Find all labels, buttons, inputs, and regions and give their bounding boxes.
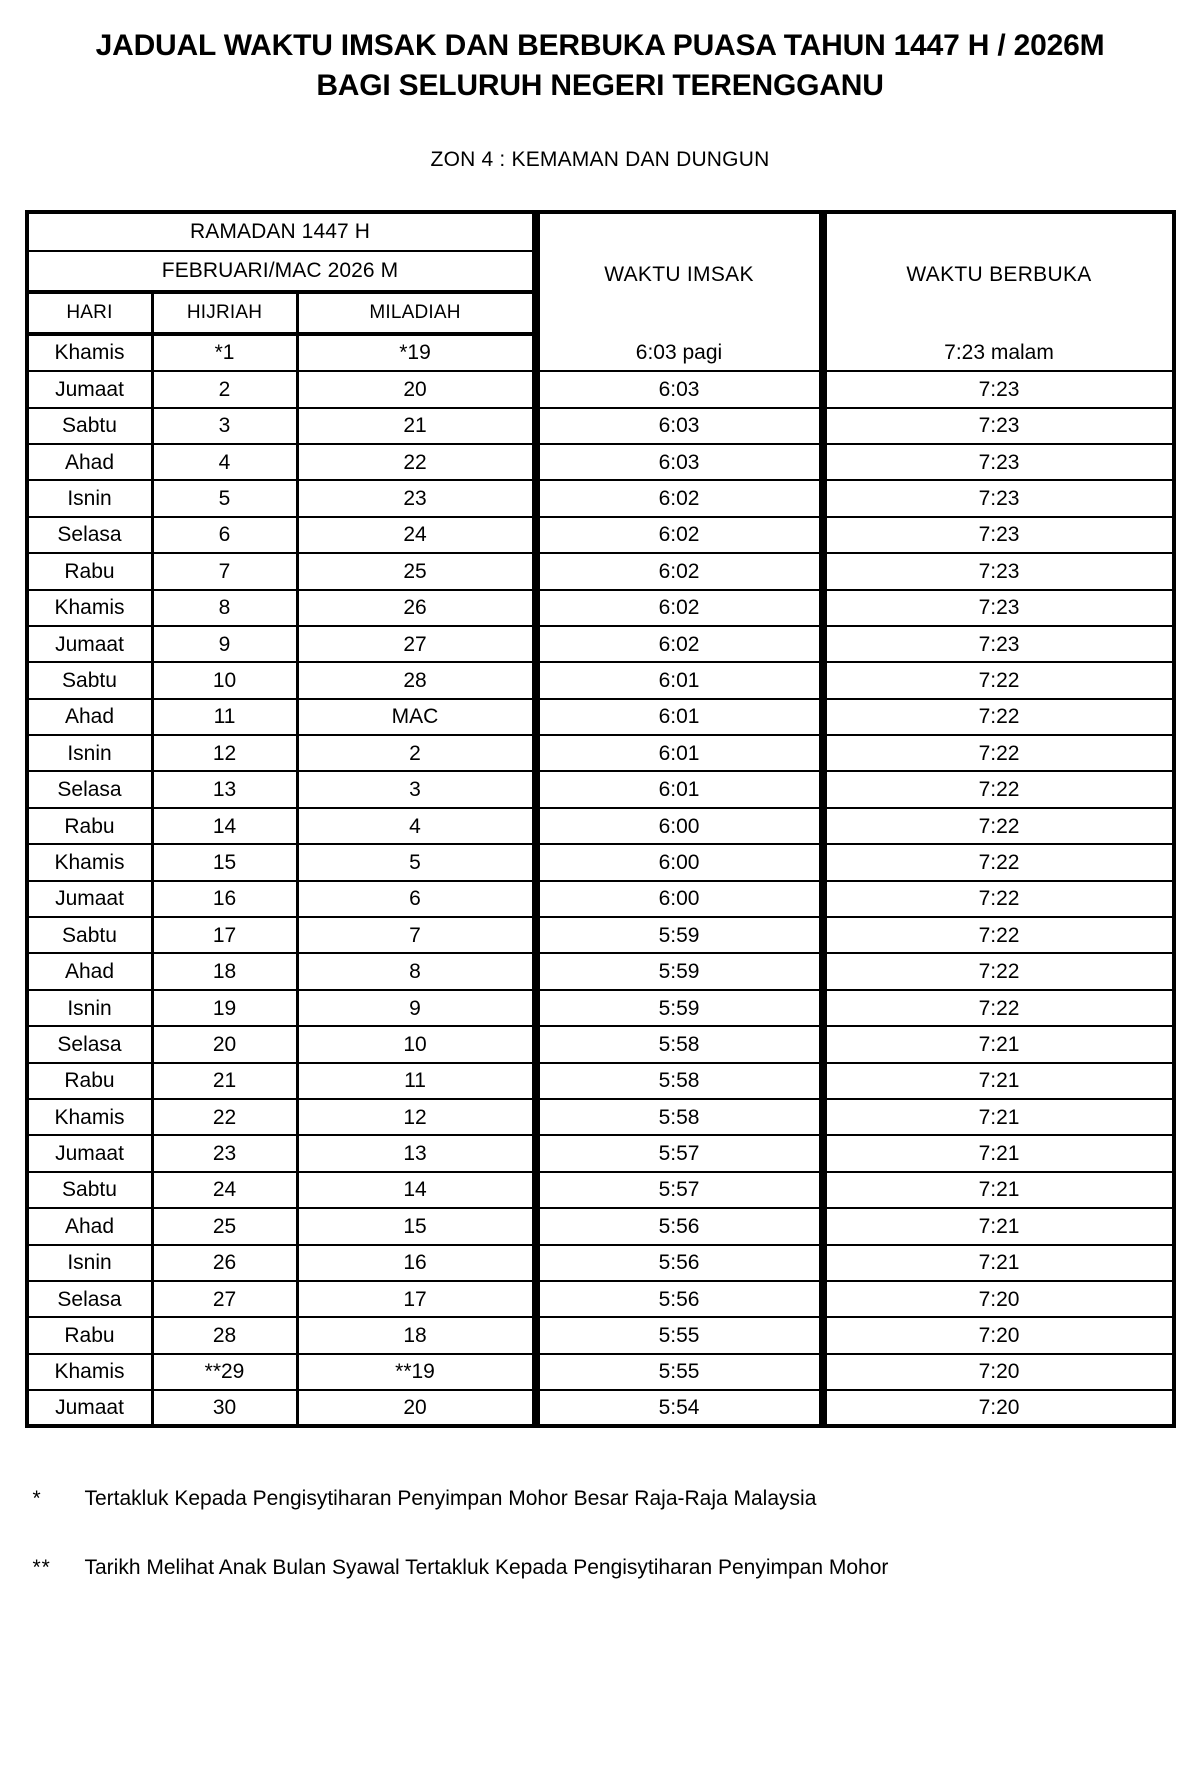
cell-miladiah: 27 — [299, 627, 536, 663]
cell-hijriah: 10 — [154, 663, 299, 699]
table-row — [25, 1027, 1176, 1063]
cell-imsak: 6:03 — [536, 409, 823, 445]
cell-hari: Rabu — [25, 1064, 154, 1100]
cell-hari: Selasa — [25, 772, 154, 808]
cell-berbuka: 7:23 — [823, 518, 1176, 554]
cell-miladiah: 20 — [299, 1391, 536, 1427]
cell-hari: Sabtu — [25, 918, 154, 954]
table-row — [25, 663, 1176, 699]
table-row — [25, 554, 1176, 590]
cell-berbuka: 7:21 — [823, 1209, 1176, 1245]
cell-miladiah: 12 — [299, 1100, 536, 1136]
cell-hijriah: 11 — [154, 700, 299, 736]
cell-miladiah: 11 — [299, 1064, 536, 1100]
cell-berbuka: 7:22 — [823, 918, 1176, 954]
cell-hari: Khamis — [25, 591, 154, 627]
cell-hari: Selasa — [25, 518, 154, 554]
cell-berbuka: 7:23 — [823, 627, 1176, 663]
cell-hari: Jumaat — [25, 372, 154, 408]
table-row — [25, 481, 1176, 517]
table-row — [25, 918, 1176, 954]
cell-hijriah: 28 — [154, 1318, 299, 1354]
cell-hijriah: 6 — [154, 518, 299, 554]
zone-subtitle: ZON 4 : KEMAMAN DAN DUNGUN — [430, 147, 770, 171]
table-row — [25, 1100, 1176, 1136]
cell-hijriah: 23 — [154, 1136, 299, 1172]
cell-hijriah: 24 — [154, 1173, 299, 1209]
cell-hari: Khamis — [25, 336, 154, 372]
cell-hijriah: 9 — [154, 627, 299, 663]
cell-miladiah: 7 — [299, 918, 536, 954]
cell-hari: Jumaat — [25, 882, 154, 918]
cell-hijriah: 5 — [154, 481, 299, 517]
cell-miladiah: 25 — [299, 554, 536, 590]
cell-miladiah: 14 — [299, 1173, 536, 1209]
table-row — [25, 845, 1176, 881]
cell-hari: Jumaat — [25, 627, 154, 663]
table-row — [25, 627, 1176, 663]
footnote-text: Tarikh Melihat Anak Bulan Syawal Tertakluk Kepada Pengisytiharan Penyimpan Mohor — [84, 1555, 889, 1579]
header-ramadan-group: RAMADAN 1447 H — [25, 210, 536, 252]
cell-imsak: 5:58 — [536, 1027, 823, 1063]
footnote-marker: ** — [32, 1555, 51, 1579]
table-row — [25, 1136, 1176, 1172]
cell-imsak: 6:01 — [536, 663, 823, 699]
cell-berbuka: 7:22 — [823, 663, 1176, 699]
footnote-marker: * — [32, 1486, 42, 1510]
cell-miladiah: 5 — [299, 845, 536, 881]
cell-hijriah: 15 — [154, 845, 299, 881]
cell-berbuka: 7:21 — [823, 1246, 1176, 1282]
table-row — [25, 1064, 1176, 1100]
cell-berbuka: 7:22 — [823, 772, 1176, 808]
timetable-container — [25, 210, 1176, 1428]
cell-berbuka: 7:21 — [823, 1027, 1176, 1063]
cell-miladiah: 17 — [299, 1282, 536, 1318]
cell-hari: Khamis — [25, 845, 154, 881]
cell-miladiah: 26 — [299, 591, 536, 627]
cell-hijriah: 21 — [154, 1064, 299, 1100]
cell-berbuka: 7:21 — [823, 1064, 1176, 1100]
cell-miladiah: 6 — [299, 882, 536, 918]
cell-imsak: 6:00 — [536, 882, 823, 918]
cell-imsak: 5:57 — [536, 1136, 823, 1172]
cell-imsak: 5:57 — [536, 1173, 823, 1209]
cell-miladiah: 4 — [299, 809, 536, 845]
cell-berbuka: 7:23 — [823, 445, 1176, 481]
cell-imsak: 6:02 — [536, 627, 823, 663]
cell-imsak: 5:56 — [536, 1246, 823, 1282]
table-row — [25, 445, 1176, 481]
footnote — [33, 1486, 1176, 1511]
cell-hijriah: 4 — [154, 445, 299, 481]
cell-hari: Ahad — [25, 700, 154, 736]
cell-imsak: 6:02 — [536, 518, 823, 554]
table-row — [25, 1173, 1176, 1209]
cell-imsak: 6:01 — [536, 772, 823, 808]
cell-berbuka: 7:22 — [823, 736, 1176, 772]
cell-berbuka: 7:23 malam — [823, 336, 1176, 372]
cell-berbuka: 7:21 — [823, 1100, 1176, 1136]
cell-miladiah: 16 — [299, 1246, 536, 1282]
table-body — [25, 336, 1176, 1428]
cell-miladiah: 28 — [299, 663, 536, 699]
cell-imsak: 5:59 — [536, 918, 823, 954]
cell-imsak: 5:59 — [536, 954, 823, 990]
page-title — [0, 0, 1200, 106]
cell-hari: Rabu — [25, 1318, 154, 1354]
cell-hijriah: 19 — [154, 991, 299, 1027]
cell-hijriah: 13 — [154, 772, 299, 808]
cell-berbuka: 7:22 — [823, 809, 1176, 845]
cell-hijriah: 20 — [154, 1027, 299, 1063]
cell-berbuka: 7:22 — [823, 845, 1176, 881]
cell-hijriah: 18 — [154, 954, 299, 990]
cell-miladiah: 23 — [299, 481, 536, 517]
cell-miladiah: 2 — [299, 736, 536, 772]
cell-hari: Selasa — [25, 1282, 154, 1318]
cell-hari: Sabtu — [25, 409, 154, 445]
table-row — [25, 1209, 1176, 1245]
cell-berbuka: 7:23 — [823, 409, 1176, 445]
table-row — [25, 1246, 1176, 1282]
cell-hijriah: *1 — [154, 336, 299, 372]
cell-imsak: 5:58 — [536, 1064, 823, 1100]
table-row — [25, 518, 1176, 554]
table-row — [25, 772, 1176, 808]
cell-imsak: 5:54 — [536, 1391, 823, 1427]
footnotes — [25, 1486, 1176, 1580]
cell-hari: Isnin — [25, 736, 154, 772]
header-hari: HARI — [25, 294, 154, 336]
cell-miladiah: **19 — [299, 1355, 536, 1391]
cell-imsak: 6:00 — [536, 809, 823, 845]
cell-hijriah: 14 — [154, 809, 299, 845]
cell-hari: Selasa — [25, 1027, 154, 1063]
cell-hijriah: 30 — [154, 1391, 299, 1427]
cell-hijriah: 26 — [154, 1246, 299, 1282]
footnote — [33, 1555, 1176, 1580]
cell-berbuka: 7:22 — [823, 882, 1176, 918]
cell-miladiah: 3 — [299, 772, 536, 808]
table-row — [25, 736, 1176, 772]
cell-hari: Ahad — [25, 954, 154, 990]
cell-berbuka: 7:20 — [823, 1391, 1176, 1427]
cell-imsak: 6:00 — [536, 845, 823, 881]
cell-imsak: 5:55 — [536, 1355, 823, 1391]
cell-hari: Khamis — [25, 1100, 154, 1136]
table-row — [25, 1318, 1176, 1354]
table-row — [25, 700, 1176, 736]
cell-hijriah: 22 — [154, 1100, 299, 1136]
header-waktu-berbuka: WAKTU BERBUKA — [823, 210, 1176, 336]
cell-hijriah: 17 — [154, 918, 299, 954]
table-row — [25, 336, 1176, 372]
title-line-2: BAGI SELURUH NEGERI TERENGGANU — [316, 68, 884, 102]
cell-hijriah: 2 — [154, 372, 299, 408]
cell-imsak: 5:59 — [536, 991, 823, 1027]
cell-miladiah: 13 — [299, 1136, 536, 1172]
cell-hari: Isnin — [25, 481, 154, 517]
cell-miladiah: *19 — [299, 336, 536, 372]
header-row-group-hijri — [25, 210, 1176, 252]
cell-berbuka: 7:23 — [823, 481, 1176, 517]
cell-hijriah: 25 — [154, 1209, 299, 1245]
cell-berbuka: 7:23 — [823, 591, 1176, 627]
table-row — [25, 809, 1176, 845]
cell-hari: Jumaat — [25, 1391, 154, 1427]
cell-hijriah: 12 — [154, 736, 299, 772]
cell-imsak: 6:01 — [536, 736, 823, 772]
cell-imsak: 6:02 — [536, 591, 823, 627]
table-row — [25, 372, 1176, 408]
cell-berbuka: 7:23 — [823, 372, 1176, 408]
cell-miladiah: 20 — [299, 372, 536, 408]
header-februari-mac-group: FEBRUARI/MAC 2026 M — [25, 252, 536, 294]
header-miladiah: MILADIAH — [299, 294, 536, 336]
cell-hari: Isnin — [25, 1246, 154, 1282]
cell-hari: Ahad — [25, 445, 154, 481]
table-header — [25, 210, 1176, 336]
cell-miladiah: 18 — [299, 1318, 536, 1354]
cell-miladiah: 21 — [299, 409, 536, 445]
cell-imsak: 6:03 — [536, 445, 823, 481]
cell-hijriah: 8 — [154, 591, 299, 627]
cell-berbuka: 7:22 — [823, 954, 1176, 990]
cell-imsak: 5:58 — [536, 1100, 823, 1136]
cell-miladiah: 8 — [299, 954, 536, 990]
cell-miladiah: 10 — [299, 1027, 536, 1063]
cell-imsak: 6:03 pagi — [536, 336, 823, 372]
table-row — [25, 591, 1176, 627]
cell-imsak: 5:55 — [536, 1318, 823, 1354]
cell-imsak: 6:03 — [536, 372, 823, 408]
cell-berbuka: 7:20 — [823, 1355, 1176, 1391]
table-row — [25, 991, 1176, 1027]
cell-miladiah: 22 — [299, 445, 536, 481]
cell-hijriah: 7 — [154, 554, 299, 590]
table-row — [25, 1282, 1176, 1318]
cell-imsak: 5:56 — [536, 1209, 823, 1245]
cell-imsak: 6:02 — [536, 554, 823, 590]
cell-berbuka: 7:20 — [823, 1318, 1176, 1354]
cell-imsak: 6:02 — [536, 481, 823, 517]
cell-berbuka: 7:23 — [823, 554, 1176, 590]
footnote-text: Tertakluk Kepada Pengisytiharan Penyimpan Mohor Besar Raja-Raja Malaysia — [84, 1486, 817, 1510]
cell-hijriah: 27 — [154, 1282, 299, 1318]
cell-hari: Ahad — [25, 1209, 154, 1245]
header-waktu-imsak: WAKTU IMSAK — [536, 210, 823, 336]
cell-berbuka: 7:20 — [823, 1282, 1176, 1318]
cell-imsak: 5:56 — [536, 1282, 823, 1318]
table-row — [25, 1391, 1176, 1427]
table-row — [25, 882, 1176, 918]
cell-miladiah: 24 — [299, 518, 536, 554]
cell-berbuka: 7:22 — [823, 991, 1176, 1027]
table-row — [25, 954, 1176, 990]
cell-hijriah: 3 — [154, 409, 299, 445]
cell-miladiah: 15 — [299, 1209, 536, 1245]
cell-hari: Rabu — [25, 554, 154, 590]
cell-hari: Sabtu — [25, 1173, 154, 1209]
cell-hari: Rabu — [25, 809, 154, 845]
table-row — [25, 1355, 1176, 1391]
cell-berbuka: 7:21 — [823, 1136, 1176, 1172]
cell-hijriah: **29 — [154, 1355, 299, 1391]
table-row — [25, 409, 1176, 445]
cell-berbuka: 7:22 — [823, 700, 1176, 736]
cell-miladiah: MAC — [299, 700, 536, 736]
title-line-1: JADUAL WAKTU IMSAK DAN BERBUKA PUASA TAHUN 1447 H / 2026M — [95, 29, 1105, 62]
header-hijriah: HIJRIAH — [154, 294, 299, 336]
cell-hari: Khamis — [25, 1355, 154, 1391]
cell-hijriah: 16 — [154, 882, 299, 918]
cell-hari: Sabtu — [25, 663, 154, 699]
cell-berbuka: 7:21 — [823, 1173, 1176, 1209]
cell-hari: Jumaat — [25, 1136, 154, 1172]
cell-miladiah: 9 — [299, 991, 536, 1027]
imsak-berbuka-table — [25, 210, 1176, 1428]
cell-imsak: 6:01 — [536, 700, 823, 736]
cell-hari: Isnin — [25, 991, 154, 1027]
